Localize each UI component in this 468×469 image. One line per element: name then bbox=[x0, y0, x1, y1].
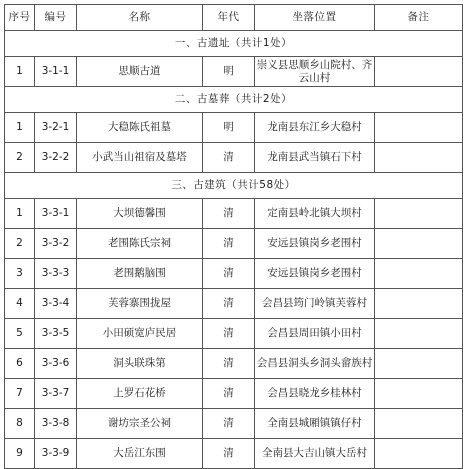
cell-name: 芙蓉寨围拢屋 bbox=[77, 289, 203, 319]
cell-location: 龙南县武当镇石下村 bbox=[255, 143, 375, 173]
cell-seq: 5 bbox=[5, 319, 35, 349]
cell-location: 全南县城厢镇镇仔村 bbox=[255, 409, 375, 439]
cell-remarks bbox=[375, 379, 463, 409]
table-body bbox=[5, 31, 463, 469]
section-row bbox=[5, 173, 463, 199]
cell-remarks bbox=[375, 113, 463, 143]
cell-name: 老围陈氏宗祠 bbox=[77, 229, 203, 259]
section-row bbox=[5, 87, 463, 113]
cell-location: 安远县镇岗乡老围村 bbox=[255, 229, 375, 259]
cell-location: 全南县大吉山镇大岳村 bbox=[255, 439, 375, 469]
header-remarks: 备注 bbox=[375, 5, 463, 31]
table-row bbox=[5, 439, 463, 469]
cell-era: 明 bbox=[203, 113, 255, 143]
cell-seq: 6 bbox=[5, 349, 35, 379]
cell-location: 龙南县东江乡大稳村 bbox=[255, 113, 375, 143]
cell-location: 安远县镇岗乡老围村 bbox=[255, 259, 375, 289]
header-location: 坐落位置 bbox=[255, 5, 375, 31]
heritage-sites-table bbox=[4, 4, 463, 469]
header-name: 名称 bbox=[77, 5, 203, 31]
table-row bbox=[5, 349, 463, 379]
cell-name: 大坝德馨围 bbox=[77, 199, 203, 229]
cell-name: 洞头联珠第 bbox=[77, 349, 203, 379]
cell-code: 3-3-2 bbox=[35, 229, 77, 259]
cell-seq: 1 bbox=[5, 113, 35, 143]
cell-name: 大稳陈氏祖墓 bbox=[77, 113, 203, 143]
header-era: 年代 bbox=[203, 5, 255, 31]
table-row bbox=[5, 113, 463, 143]
cell-name: 谢坊宗圣公祠 bbox=[77, 409, 203, 439]
cell-name: 上罗石花桥 bbox=[77, 379, 203, 409]
cell-remarks bbox=[375, 289, 463, 319]
cell-name: 小田硕宽庐民居 bbox=[77, 319, 203, 349]
cell-seq: 4 bbox=[5, 289, 35, 319]
cell-era: 清 bbox=[203, 289, 255, 319]
cell-seq: 2 bbox=[5, 143, 35, 173]
cell-name: 老围鹅脑围 bbox=[77, 259, 203, 289]
cell-remarks bbox=[375, 319, 463, 349]
cell-remarks bbox=[375, 199, 463, 229]
cell-name: 小武当山祖宿及墓塔 bbox=[77, 143, 203, 173]
cell-era: 清 bbox=[203, 409, 255, 439]
cell-remarks bbox=[375, 349, 463, 379]
cell-code: 3-3-4 bbox=[35, 289, 77, 319]
section-title: 二、古墓葬（共计2处） bbox=[5, 87, 463, 113]
table-row bbox=[5, 409, 463, 439]
table-row bbox=[5, 199, 463, 229]
cell-location: 定南县岭北镇大坝村 bbox=[255, 199, 375, 229]
cell-code: 3-3-5 bbox=[35, 319, 77, 349]
table-row bbox=[5, 379, 463, 409]
cell-location: 会昌县洞头乡洞头畲族村 bbox=[255, 349, 375, 379]
cell-seq: 7 bbox=[5, 379, 35, 409]
cell-code: 3-3-1 bbox=[35, 199, 77, 229]
cell-location: 崇义县思顺乡山院村、齐云山村 bbox=[255, 57, 375, 87]
cell-seq: 1 bbox=[5, 57, 35, 87]
cell-code: 3-1-1 bbox=[35, 57, 77, 87]
cell-era: 清 bbox=[203, 319, 255, 349]
cell-code: 3-3-8 bbox=[35, 409, 77, 439]
cell-name: 思顺古道 bbox=[77, 57, 203, 87]
cell-remarks bbox=[375, 57, 463, 87]
cell-code: 3-2-2 bbox=[35, 143, 77, 173]
table-row bbox=[5, 289, 463, 319]
header-seq: 序号 bbox=[5, 5, 35, 31]
cell-code: 3-3-7 bbox=[35, 379, 77, 409]
cell-seq: 3 bbox=[5, 259, 35, 289]
cell-era: 清 bbox=[203, 259, 255, 289]
cell-location: 会昌县周田镇小田村 bbox=[255, 319, 375, 349]
cell-remarks bbox=[375, 143, 463, 173]
table-row bbox=[5, 319, 463, 349]
cell-location: 会昌县筠门岭镇芙蓉村 bbox=[255, 289, 375, 319]
cell-era: 清 bbox=[203, 349, 255, 379]
table-row bbox=[5, 57, 463, 87]
section-title: 一、古遗址（共计1处） bbox=[5, 31, 463, 57]
header-code: 编号 bbox=[35, 5, 77, 31]
table-header-row bbox=[5, 5, 463, 31]
cell-seq: 8 bbox=[5, 409, 35, 439]
cell-code: 3-3-3 bbox=[35, 259, 77, 289]
table-row bbox=[5, 229, 463, 259]
cell-code: 3-2-1 bbox=[35, 113, 77, 143]
cell-era: 清 bbox=[203, 229, 255, 259]
cell-seq: 2 bbox=[5, 229, 35, 259]
cell-seq: 1 bbox=[5, 199, 35, 229]
cell-era: 明 bbox=[203, 57, 255, 87]
table-row bbox=[5, 259, 463, 289]
cell-era: 清 bbox=[203, 199, 255, 229]
cell-remarks bbox=[375, 409, 463, 439]
section-row bbox=[5, 31, 463, 57]
cell-remarks bbox=[375, 229, 463, 259]
table-row bbox=[5, 143, 463, 173]
cell-era: 清 bbox=[203, 379, 255, 409]
cell-location: 会昌县晓龙乡桂林村 bbox=[255, 379, 375, 409]
cell-remarks bbox=[375, 439, 463, 469]
cell-seq: 9 bbox=[5, 439, 35, 469]
cell-name: 大岳江东围 bbox=[77, 439, 203, 469]
cell-remarks bbox=[375, 259, 463, 289]
cell-code: 3-3-9 bbox=[35, 439, 77, 469]
cell-era: 清 bbox=[203, 439, 255, 469]
section-title: 三、古建筑（共计58处） bbox=[5, 173, 463, 199]
cell-code: 3-3-6 bbox=[35, 349, 77, 379]
cell-era: 清 bbox=[203, 143, 255, 173]
